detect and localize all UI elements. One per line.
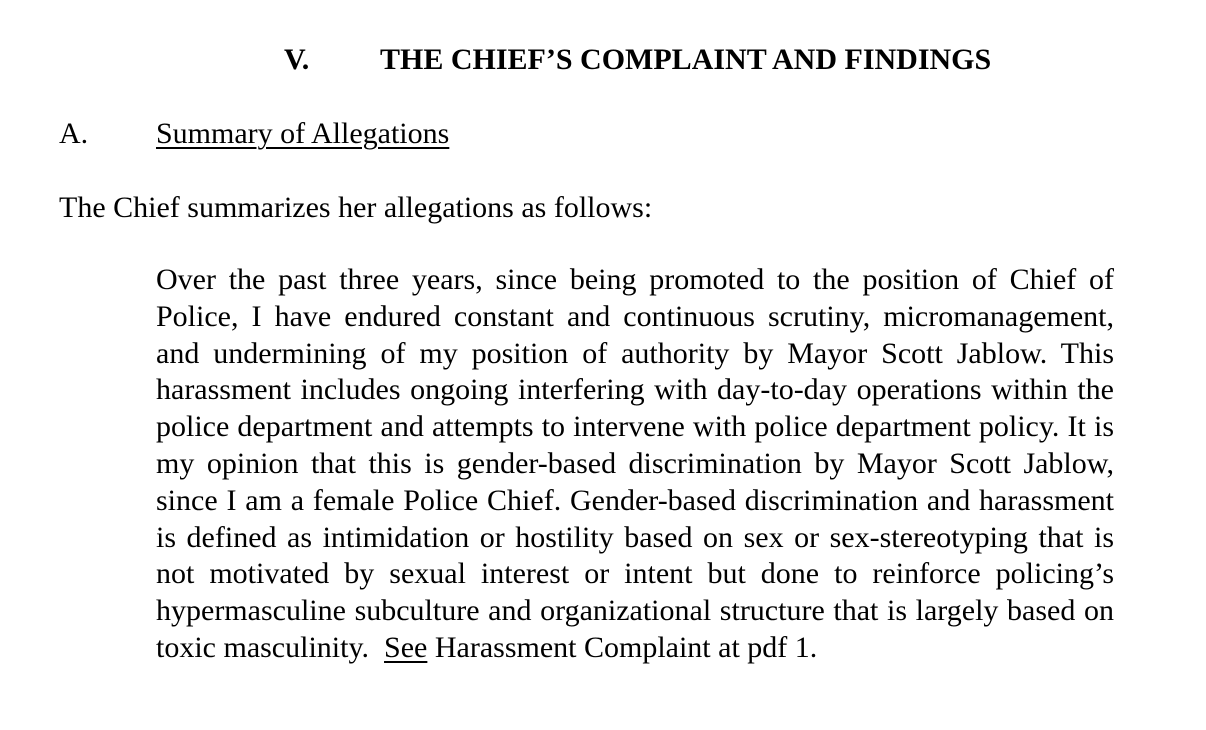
citation-signal: See bbox=[384, 630, 428, 664]
intro-paragraph: The Chief summarizes her allegations as follows: bbox=[59, 191, 653, 224]
citation-text: Harassment Complaint at pdf 1. bbox=[434, 630, 818, 664]
quote-body: Over the past three years, since being promoted to the position of Chief of Police, I have endured constant and continuous scrutiny, micromanagement, and undermining of my position of authority by Mayor Scott Jablow. This harassment includes ongoing interfering with day-to-day operations within the police department and attempts to intervene with police department policy. It is my opinion that this is gender-based discrimination by Mayor Scott Jablow, since I am a female Police Chief. Gender-based discrimination and harassment is defined as intimidation or hostility based on sex or sex-stereotyping that is not motivated by sexual interest or intent but done to reinforce policing’s hypermasculine subculture and organizational structure that is largely based on toxic masculinity. bbox=[156, 263, 1114, 664]
subsection-title: Summary of Allegations bbox=[156, 117, 450, 150]
block-quote bbox=[156, 262, 1114, 667]
subsection-letter: A. bbox=[59, 117, 89, 150]
section-title: THE CHIEF’S COMPLAINT AND FINDINGS bbox=[380, 43, 992, 76]
section-number: V. bbox=[284, 43, 310, 76]
